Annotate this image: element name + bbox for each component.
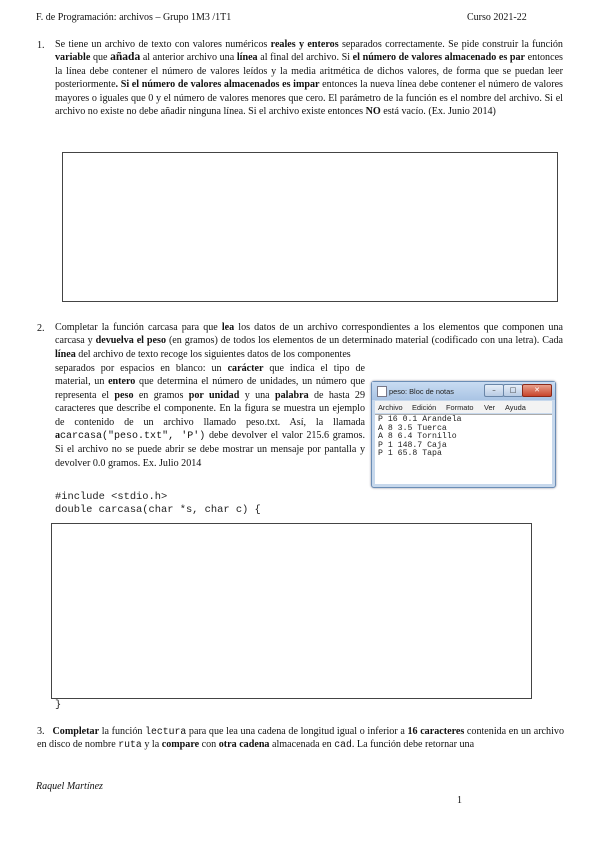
q2-number: 2. xyxy=(37,323,45,334)
notepad-menubar xyxy=(375,401,552,413)
q2-description: separados por espacios en blanco: un carácter que indica el tipo de material, un entero que determina el número de unidades, un número que representa el peso en gramos por unidad y una palabra de hasta 29 caracteres que describe el componente. En la figura se muestra un ejemplo de contenido de un archivo llamado peso.txt. Así, la llamada acarcasa("peso.txt", 'P') debe devolver el valor 215.6 gramos. Si el archivo no se puede abrir se debe mostrar un mensaje por pantalla y devolver 0.0 gramos. Ex. Julio 2014 xyxy=(55,363,365,469)
menu-edicion: Edición xyxy=(412,403,437,412)
menu-formato: Formato xyxy=(446,403,474,412)
maximize-icon: □ xyxy=(503,384,523,397)
notepad-icon xyxy=(377,386,387,397)
q1-text: Se tiene un archivo de texto con valores numéricos reales y enteros separados correctamente. Se pide construir la función variable que añada al anterior archivo una línea al final del archivo. Si el número de valores almacenado es par entonces la línea debe contener el número de valores leídos y la media aritmética de dichos valores, de forma que se puedan leer posteriormente. Si el número de valores almacenados es impar entonces la nueva línea debe contener el número de valores mayores o iguales que 0 y el número de valores menores que cero. El parámetro de la función es el nombre del archivo. Si el archivo no existe no debe añadir ninguna línea. Si el archivo existe entonces NO está vacío. (Ex. Junio 2014) xyxy=(55,39,563,118)
course-year: Curso 2021-22 xyxy=(467,12,527,23)
q3-number: 3. xyxy=(37,726,45,737)
notepad-line: P 16 0.1 Arandela xyxy=(378,415,462,424)
minimize-icon: – xyxy=(484,384,504,397)
notepad-title: peso: Bloc de notas xyxy=(389,387,454,396)
notepad-line: A 8 6.4 Tornillo xyxy=(378,432,457,442)
code-close-brace: } xyxy=(55,699,62,711)
course-header: F. de Programación: archivos – Grupo 1M3 /1T1 xyxy=(36,12,232,23)
notepad-window xyxy=(371,381,556,488)
menu-ayuda: Ayuda xyxy=(505,403,526,412)
q3-text: 3. Completar la función lectura para que lea una cadena de longitud igual o inferior a 16 caracteres contenida en un archivo en disco de nombre ruta y la compare con otra cadena almacenada en cad. La función debe retornar una xyxy=(37,726,564,751)
notepad-content xyxy=(375,414,552,484)
footer-author: Raquel Martínez xyxy=(36,781,103,792)
close-icon: ✕ xyxy=(522,384,552,397)
code-include: #include <stdio.h> xyxy=(55,491,168,503)
q2-answer-box[interactable] xyxy=(51,523,532,699)
code-signature: double carcasa(char *s, char c) { xyxy=(55,504,261,516)
notepad-titlebar xyxy=(372,382,555,400)
notepad-line: P 1 65.8 Tapa xyxy=(378,449,442,459)
page-number: 1 xyxy=(457,795,462,806)
q2-intro: Completar la función carcasa para que lea los datos de un archivo correspondientes a los elementos que componen una carcasa y devuelva el peso (en gramos) de todos los elementos de un determinado material (codificado con una letra). Cada línea del archivo de texto recoge los siguientes datos de los componentes xyxy=(55,322,563,360)
q1-number: 1. xyxy=(37,40,45,51)
menu-archivo: Archivo xyxy=(378,403,403,412)
q1-answer-box[interactable] xyxy=(62,152,558,302)
notepad-line: P 1 148.7 Caja xyxy=(378,440,447,450)
notepad-line: A 8 3.5 Tuerca xyxy=(378,423,447,433)
menu-ver: Ver xyxy=(484,403,496,412)
